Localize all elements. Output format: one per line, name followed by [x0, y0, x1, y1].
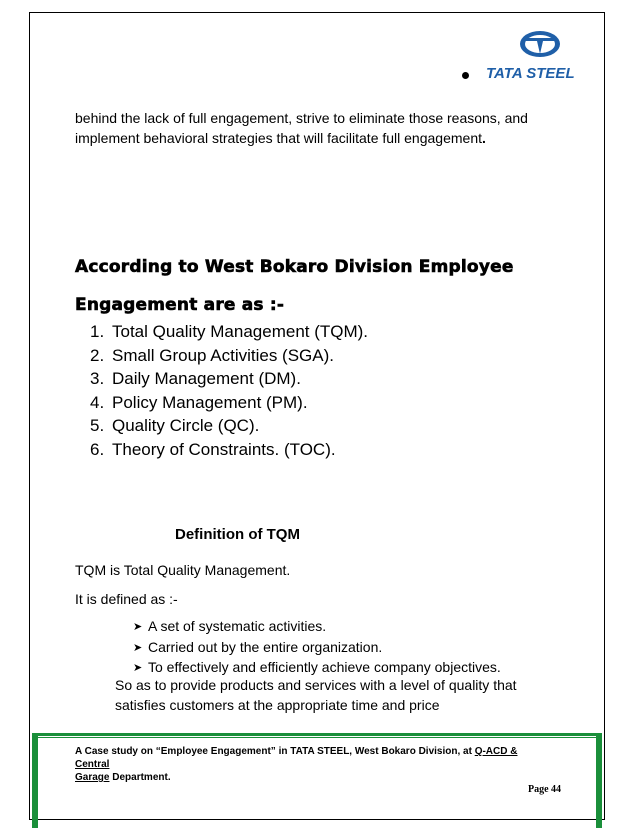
engagement-list [90, 320, 368, 461]
heading-line-2: Engagement are as :- [75, 295, 285, 315]
arrow-bullet-icon: ➤ [133, 621, 143, 633]
list-item [90, 344, 368, 368]
footer-rule [32, 733, 602, 736]
definition-title: Definition of TQM [175, 526, 300, 543]
tail-line-2: satisfies customers at the appropriate time and price [115, 696, 440, 713]
bullet-text: Carried out by the entire organization. [148, 638, 383, 655]
bullet-dot [462, 72, 469, 79]
list-number: 5. [90, 416, 105, 435]
heading-line-1: According to West Bokaro Division Employee [75, 257, 514, 277]
intro-paragraph [75, 108, 575, 148]
footer-text [75, 745, 545, 784]
list-text: Small Group Activities (SGA). [112, 345, 335, 365]
list-number: 3. [90, 369, 105, 388]
list-text: Total Quality Management (TQM). [112, 322, 369, 341]
intro-line-2 [75, 128, 575, 148]
list-item [90, 367, 368, 391]
bullet-text: To effectively and efficiently achieve company objectives. [148, 659, 501, 675]
footer-part-3: Garage [75, 772, 110, 783]
intro-line-1: behind the lack of full engagement, strive to eliminate those reasons, and [75, 110, 528, 126]
footer-part-4: Department. [109, 772, 171, 783]
footer-part-1: A Case study on “Employee Engagement” in TATA STEEL, West Bokaro Division, at [75, 746, 475, 757]
list-number: 6. [90, 439, 105, 459]
footer-part-2: Q-ACD & Central [75, 746, 518, 770]
list-number: 1. [90, 322, 105, 341]
tata-emblem-icon [480, 28, 602, 86]
logo-text: TATA STEEL [486, 65, 575, 82]
list-item [90, 320, 368, 344]
list-number: 2. [90, 345, 105, 365]
tata-steel-logo [480, 28, 602, 86]
definition-line-2: It is defined as :- [75, 591, 178, 607]
list-text: Policy Management (PM). [112, 392, 308, 412]
tail-line-1: So as to provide products and services with a level of quality that [115, 677, 517, 693]
list-item [133, 617, 501, 638]
arrow-bullet-icon: ➤ [133, 662, 143, 674]
list-item [133, 638, 501, 659]
list-text: Daily Management (DM). [112, 369, 301, 388]
definition-bullets [133, 617, 501, 679]
list-number: 4. [90, 392, 105, 412]
arrow-bullet-icon: ➤ [133, 641, 143, 654]
intro-line-2-end: . [482, 130, 486, 146]
definition-line-1: TQM is Total Quality Management. [75, 562, 291, 578]
page-number: Page 44 [528, 784, 562, 795]
footer-left-bar [32, 736, 38, 828]
section-heading [75, 248, 575, 324]
list-item [90, 414, 368, 438]
footer-right-bar [596, 736, 602, 828]
intro-line-2-text: implement behavioral strategies that will facilitate full engagement [75, 130, 482, 146]
footer-rule-thin [32, 737, 602, 738]
list-text: Quality Circle (QC). [112, 416, 260, 435]
list-text: Theory of Constraints. (TOC). [112, 439, 336, 459]
bullet-text: A set of systematic activities. [148, 618, 327, 634]
list-item [90, 438, 368, 462]
definition-tail [115, 676, 575, 715]
list-item [90, 391, 368, 415]
